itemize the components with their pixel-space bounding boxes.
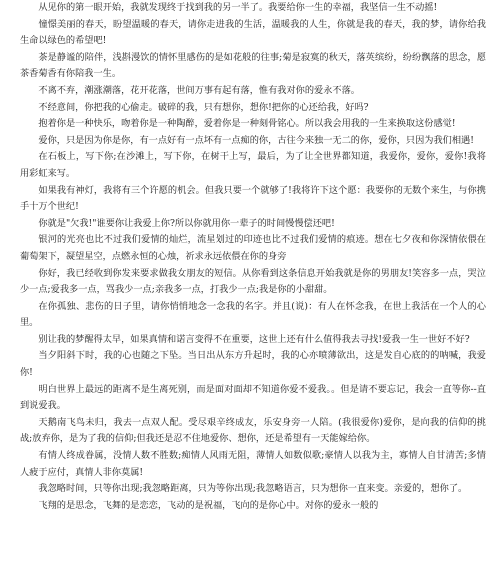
paragraph: 飞翔的是思念，飞舞的是恋恋，飞动的是祝福，飞向的是你心中。对你的爱永一般的 <box>38 499 379 511</box>
paragraph: 有情人终成眷属，没情人数不胜数;痴情人风雨无阻，薄情人如数似歌;豪情人以我为主，寡情人自甘清苦;多情人疲于应付，真情人非你莫属! <box>20 450 486 478</box>
paragraph: 憧憬美丽的春天，盼望温暖的春天，请你走进我的生活，温暖我的人生，你就是我的春天，我的梦，请你给我生命以绿色的希望吧! <box>20 18 486 47</box>
paragraph: 银河的光亮也比不过我们爱情的灿烂，流星划过的印迹也比不过我们爱情的痕迹。想在七夕夜和你深情依偎在葡萄架下，凝望星空，点燃永恒的心烛，祈求永远依偎在你的身旁 <box>20 234 486 262</box>
paragraph: 在石板上，写下你;在沙滩上，写下你，在树干上写，最后，为了让全世界都知道，我爱你，爱你，爱你!我将用彩虹来写。 <box>20 151 486 179</box>
paragraph: 如果我有神灯，我将有三个许愿的机会。但我只要一个就够了!我将许下这个愿：我要你的无数个来生，与你携手十万个世纪! <box>20 184 486 213</box>
paragraph: 你就是"欠我!"谁要你让我爱上你?所以你就用你一辈子的时间慢慢偿还吧! <box>38 217 335 229</box>
paragraph: 天鹅南飞鸟未归，我去一点双人配。受尽艰辛终成友，乐安身旁一人陪。(我很爱你)爱你，是向我的信仰的挑战;放弃你，是为了我的信仰;但我还是忍不住地爱你、想你，还是希望有一天能嫁给你。 <box>20 416 486 445</box>
paragraph: 不经意间，你把我的心偷走。破碎的我，只有想你，想你!把你的心还给我，好吗? <box>38 101 369 113</box>
paragraph: 当夕阳斜下时，我的心也随之下坠。当日出从东方升起时，我的心亦喷薄欲出，这是发自心底的的呐喊，我爱你! <box>20 350 486 379</box>
paragraph: 不离不弃，潮涨潮落，花开花落，世间万事有起有落，惟有我对你的爱永不落。 <box>38 84 360 96</box>
paragraph: 我忽略时间，只等你出现;我忽略距离，只为等你出现;我忽略语言，只为想你一直来变。亲爱的，想你了。 <box>38 483 468 495</box>
paragraph: 从见你的第一眼开始，我就发现终于找到我的另一半了。我要给你一生的幸福，我坚信一生不动摇! <box>38 2 438 13</box>
paragraph: 在你孤独、悲伤的日子里，请你悄悄地念一念我的名字。并且(说)：有人在怀念我，在世上我活在一个人的心里。 <box>20 300 486 329</box>
paragraph: 别让我的梦醒得太早，如果真情和诺言变得不在重要，这世上还有什么值得我去寻找!爱我一生一世好不好? <box>38 333 470 345</box>
paragraph: 抱着你是一种快乐，吻着你是一种陶醉，爱着你是一种刻骨铭心。所以我会用我的一生来换取这份感觉! <box>38 118 456 130</box>
paragraph: 茶是静谧的陪伴，浅斟漫饮的情怀里感伤的是如花般的往事;菊是寂寞的秋天，落英缤纷，纷纷飘落的思念，愿茶香菊香有你陪我一生。 <box>20 51 486 80</box>
paragraph: 你好，我已经收到你发来要求做我女朋友的短信。从你看到这条信息开始我就是你的男朋友!笑容多一点，哭泣少一点;爱我多一点，骂我少一点;亲我多一点，打我少一点;我是你的小甜甜。 <box>20 267 486 296</box>
document-body <box>20 0 486 514</box>
paragraph: 明白世界上最远的距离不是生离死别，而是面对面却不知道你爱不爱我。。但是请不要忘记，我会一直等你--直到说爱我。 <box>20 383 486 412</box>
paragraph: 爱你，只是因为你是你，有一点好有一点坏有一点痴的你，古往今来独一无二的你，爱你，只因为我们相遇! <box>38 134 474 146</box>
